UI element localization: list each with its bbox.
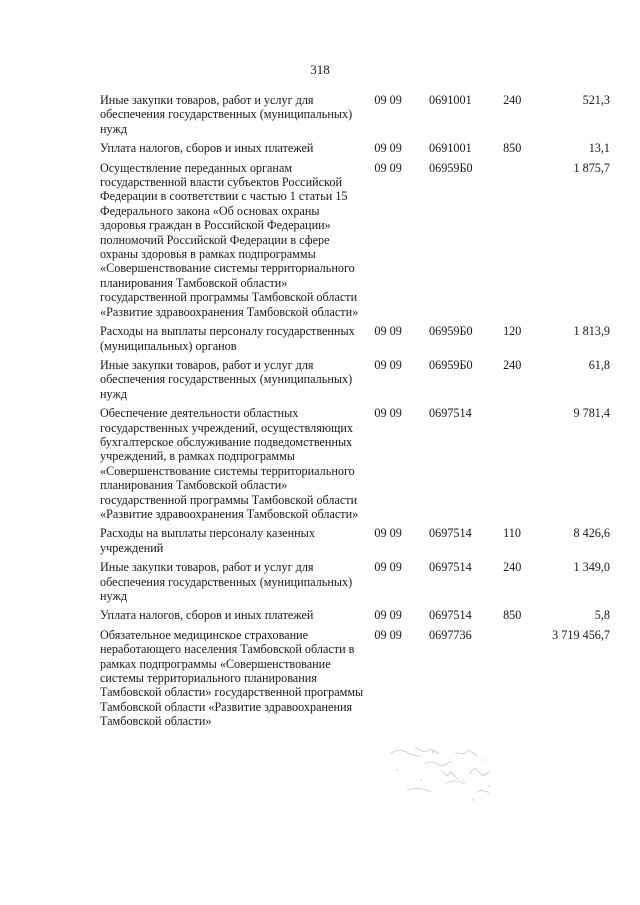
row-name: Расходы на выплаты персоналу государственных (муниципальных) органов (100, 324, 355, 353)
row-target-code: 0691001 (429, 141, 472, 156)
row-section: 09 09 (374, 357, 402, 372)
row-target-code: 0697736 (429, 627, 472, 642)
table-row (100, 628, 610, 729)
faint-stamp-marks (385, 740, 505, 810)
row-section: 09 09 (374, 324, 402, 339)
row-name: Иные закупки товаров, работ и услуг для обеспечения государственных (муниципальных) нужд (100, 560, 353, 603)
row-section: 09 09 (374, 627, 402, 642)
row-amount: 5,8 (594, 608, 611, 623)
row-section: 09 09 (374, 93, 402, 107)
row-section: 09 09 (374, 608, 402, 623)
page-number: 318 (310, 62, 330, 77)
row-amount: 521,3 (582, 93, 611, 107)
row-amount: 1 349,0 (573, 560, 611, 575)
row-section: 09 09 (374, 526, 402, 541)
row-expense-type: 240 (503, 93, 522, 107)
row-amount: 13,1 (588, 141, 611, 156)
row-target-code: 0697514 (429, 526, 472, 541)
row-expense-type: 850 (503, 141, 522, 156)
row-expense-type (497, 161, 542, 319)
row-name: Обеспечение деятельности областных государственных учреждений, осуществляющих бухгалтерское обслуживание подведомственных учреждений, в рамках подпрограммы «Совершенствование системы территориального планирования Тамбовской области» государственной программы Тамбовской области «Развитие здравоохранения Тамбовской области» (100, 406, 359, 521)
row-name: Обязательное медицинское страхование неработающего населения Тамбовской области в рамках подпрограммы «Совершенствование системы территориального планирования Тамбовской области» государственной программы Тамбовской области «Развитие здравоохранения Тамбовской области» (100, 627, 364, 729)
row-target-code: 06959Б0 (429, 160, 473, 175)
row-amount: 3 719 456,7 (552, 627, 611, 642)
table-row (100, 560, 610, 603)
row-expense-type: 120 (503, 324, 522, 339)
row-target-code: 0697514 (429, 406, 472, 421)
row-expense-type: 240 (503, 560, 522, 575)
table-row (100, 406, 610, 521)
row-amount: 1 813,9 (573, 324, 611, 339)
budget-table (100, 93, 610, 734)
row-section: 09 09 (374, 560, 402, 575)
table-row (100, 324, 610, 353)
row-amount: 1 875,7 (573, 160, 611, 175)
table-row (100, 93, 610, 136)
row-name: Иные закупки товаров, работ и услуг для обеспечения государственных (муниципальных) нужд (100, 93, 353, 136)
table-row (100, 141, 610, 155)
table-row (100, 358, 610, 401)
table-row (100, 608, 610, 622)
row-section: 09 09 (374, 160, 402, 175)
row-expense-type: 240 (503, 357, 522, 372)
row-target-code: 0697514 (429, 560, 472, 575)
row-section: 09 09 (374, 406, 402, 421)
row-name: Осуществление переданных органам государственной власти субъектов Российской Федерации в соответствии с частью 1 статьи 15 Федерального закона «Об основах охраны здоровья граждан в Российской Федерации» полномочий Российской Федерации в сфере охраны здоровья в рамках подпрограммы «Совершенствование системы территориального планирования Тамбовской области» государственной программы Тамбовской области «Развитие здравоохранения Тамбовской области» (100, 160, 359, 319)
row-target-code: 06959Б0 (429, 357, 473, 372)
row-target-code: 0691001 (429, 93, 472, 107)
row-expense-type (497, 628, 542, 729)
row-name: Уплата налогов, сборов и иных платежей (100, 608, 314, 623)
row-name: Расходы на выплаты персоналу казенных учреждений (100, 526, 315, 555)
row-target-code: 0697514 (429, 608, 472, 623)
row-expense-type: 110 (503, 526, 521, 541)
row-section: 09 09 (374, 141, 402, 156)
row-expense-type: 850 (503, 608, 522, 623)
row-amount: 9 781,4 (573, 406, 611, 421)
table-row (100, 161, 610, 319)
row-amount: 61,8 (588, 357, 611, 372)
row-target-code: 06959Б0 (429, 324, 473, 339)
row-name: Уплата налогов, сборов и иных платежей (100, 141, 314, 156)
row-expense-type (497, 406, 542, 521)
row-name: Иные закупки товаров, работ и услуг для обеспечения государственных (муниципальных) нужд (100, 357, 353, 401)
row-amount: 8 426,6 (573, 526, 611, 541)
table-row (100, 526, 610, 555)
